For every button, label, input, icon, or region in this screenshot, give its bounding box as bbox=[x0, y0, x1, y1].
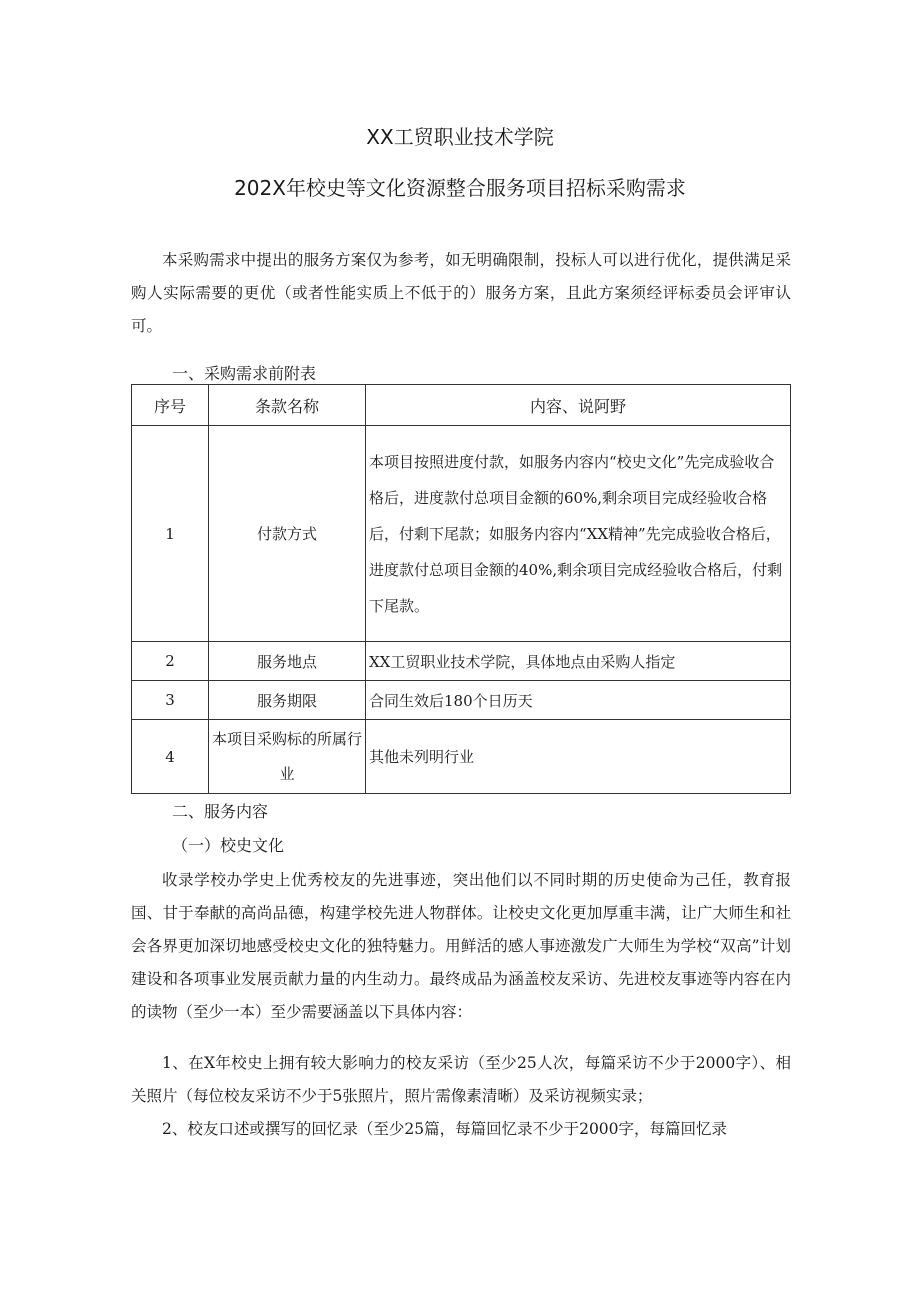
row-no: 1 bbox=[132, 426, 209, 642]
table-row bbox=[132, 720, 791, 794]
table-row bbox=[132, 681, 791, 720]
header-no: 序号 bbox=[132, 385, 209, 426]
requirements-table bbox=[131, 384, 791, 794]
table-header-row bbox=[132, 385, 791, 426]
table-row bbox=[132, 642, 791, 681]
intro-paragraph: 本采购需求中提出的服务方案仅为参考，如无明确限制，投标人可以进行优化，提供满足采购人实际需要的更优（或者性能实质上不低于的）服务方案，且此方案须经评标委员会评审认可。 bbox=[131, 251, 791, 335]
section2-heading: 二、服务内容 bbox=[172, 802, 269, 821]
row-content: 本项目按照进度付款，如服务内容内“校史文化”先完成验收合格后，进度款付总项目金额的60%,剩余项目完成经验收合格后，付剩下尾款；如服务内容内“XX精神”先完成验收合格后，进度款付总项目金额的40%,剩余项目完成经验收合格后，付剩下尾款。 bbox=[366, 426, 791, 642]
table-row bbox=[132, 426, 791, 642]
row-no: 2 bbox=[132, 642, 209, 681]
document-title-school: XX工贸职业技术学院 bbox=[366, 125, 554, 149]
row-content: 合同生效后180个日历天 bbox=[366, 681, 791, 720]
row-name: 付款方式 bbox=[209, 426, 366, 642]
list-item-2: 2、校友口述或撰写的回忆录（至少25篇，每篇回忆录不少于2000字，每篇回忆录 bbox=[162, 1120, 728, 1138]
row-content: 其他未列明行业 bbox=[366, 720, 791, 794]
row-name: 服务地点 bbox=[209, 642, 366, 681]
row-name: 本项目采购标的所属行业 bbox=[209, 720, 366, 794]
header-name: 条款名称 bbox=[209, 385, 366, 426]
row-no: 3 bbox=[132, 681, 209, 720]
subsection1-heading: （一）校史文化 bbox=[172, 836, 285, 855]
document-title-project: 202X年校史等文化资源整合服务项目招标采购需求 bbox=[234, 176, 686, 200]
row-name: 服务期限 bbox=[209, 681, 366, 720]
section1-heading: 一、采购需求前附表 bbox=[172, 364, 317, 383]
list-item-1: 1、在X年校史上拥有较大影响力的校友采访（至少25人次，每篇采访不少于2000字）、相关照片（每位校友采访不少于5张照片，照片需像素清晰）及采访视频实录； bbox=[131, 1054, 791, 1105]
header-content: 内容、说阿野 bbox=[366, 385, 791, 426]
row-no: 4 bbox=[132, 720, 209, 794]
body-paragraph: 收录学校办学史上优秀校友的先进事迹，突出他们以不同时期的历史使命为己任，教育报国、甘于奉献的高尚品德，构建学校先进人物群体。让校史文化更加厚重丰满，让广大师生和社会各界更加深切地感受校史文化的独特魅力。用鲜活的感人事迹激发广大师生为学校“双高”计划建设和各项事业发展贡献力量的内生动力。最终成品为涵盖校友采访、先进校友事迹等内容在内的读物（至少一本）至少需要涵盖以下具体内容： bbox=[131, 871, 791, 1021]
row-content: XX工贸职业技术学院，具体地点由采购人指定 bbox=[366, 642, 791, 681]
